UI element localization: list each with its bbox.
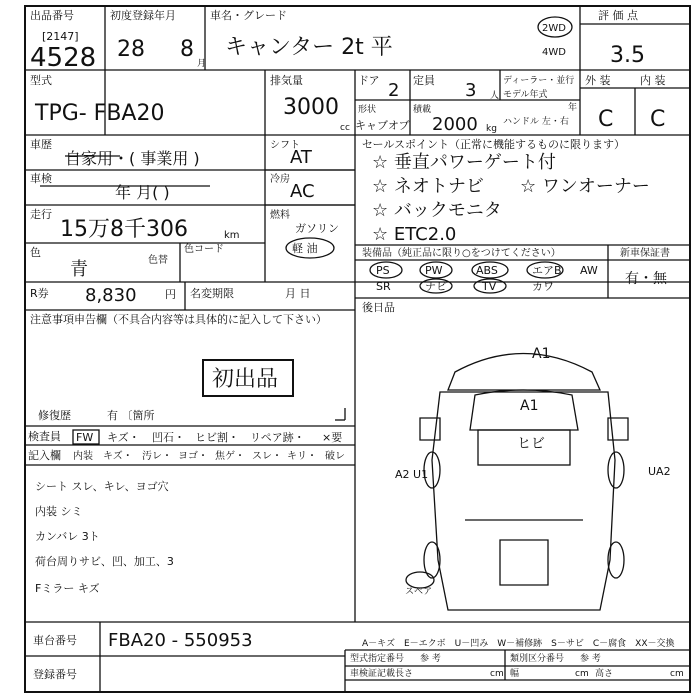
vehicle-diagram (406, 354, 628, 611)
payload-value: 2000 (432, 114, 478, 135)
equip-abs: ABS (476, 264, 498, 277)
name-grade-label: 車名・グレード (210, 9, 287, 22)
color-code-label: 色コード (184, 244, 224, 255)
sales-point-2: ☆ ネオトナビ (372, 176, 484, 197)
year-suffix: 年 (568, 103, 578, 113)
write-area-label: 記入欄 (28, 449, 61, 462)
sales-point-3: ☆ ワンオーナー (520, 176, 650, 197)
mark-front-a1: A1 (532, 346, 551, 362)
equip-sr: SR (376, 280, 391, 293)
door-value: 2 (388, 80, 400, 101)
front-bumper-outline (448, 354, 600, 391)
recycle-label: R券 (30, 287, 49, 300)
width-label: 幅 (510, 669, 520, 679)
interior-label: 内 装 (640, 74, 666, 87)
height-label: 高さ (595, 669, 614, 679)
equip-leather: カワ (532, 280, 554, 293)
insp-int-scratch: キズ・ (103, 451, 133, 462)
insp-interior: 内装 (73, 451, 93, 462)
insp-repair-trace: リペア跡・ (250, 431, 305, 444)
sales-point-4: ☆ バックモニタ (372, 200, 502, 221)
note-line-5: Fミラー キズ (35, 582, 100, 595)
door-label: ドア (358, 74, 380, 87)
first-listing-text: 初出品 (212, 367, 279, 392)
repair-history-label: 修復歴 (38, 409, 71, 422)
lot-number: 4528 (30, 43, 97, 73)
mark-right-ua2: UA2 (648, 465, 671, 478)
capacity-value: 3 (465, 80, 477, 101)
sales-points-title: セールスポイント（正常に機能するものに限ります） (362, 138, 626, 151)
history-value: 自家用・( 事業用 ) (65, 149, 200, 168)
length-unit: cm (490, 669, 504, 679)
mark-left-a2u1: A2 U1 (395, 468, 429, 481)
history-label: 車歴 (30, 138, 52, 151)
spare-label: スペア (405, 587, 433, 597)
mark-windshield-a1: A1 (520, 398, 539, 414)
drive-4wd: 4WD (542, 47, 566, 58)
note-line-4: 荷台周りサビ、凹、加工、3 (35, 555, 174, 568)
length-label: 長さ (395, 669, 414, 679)
exterior-grade: C (598, 107, 614, 132)
mark-crack: ヒビ (517, 436, 545, 452)
body-outline (432, 392, 615, 610)
chassis-label: 車台番号 (33, 634, 77, 647)
after-items-label: 後日品 (362, 301, 395, 314)
equipment-title: 装備品（純正品に限り○をつけてください） (362, 248, 561, 259)
spare-tire (406, 572, 434, 588)
insp-scratch: キズ・ (107, 431, 140, 444)
capacity-label: 定員 (413, 74, 435, 87)
first-registration-label: 初度登録年月 (110, 9, 176, 22)
insp-rub: スレ・ (252, 451, 282, 462)
ac-value: AC (290, 181, 315, 202)
note-line-3: カンバレ 3ト (35, 530, 100, 543)
cc-unit: cc (340, 123, 350, 133)
fuel-gasoline: ガソリン (295, 222, 339, 235)
inspection-value: 年 月( ) (115, 183, 170, 202)
payload-label: 積載 (413, 105, 432, 115)
interior-grade: C (650, 107, 666, 132)
fuel-diesel: 軽 油 (292, 242, 318, 255)
name-change-value: 月 日 (285, 287, 311, 300)
type-designation-ref: 参 考 (420, 654, 441, 664)
model-year-label: モデル年式 (503, 90, 548, 100)
equipment-row-2 (376, 279, 554, 293)
lot-code: [2147] (42, 30, 79, 43)
width-unit: cm (575, 669, 589, 679)
shape-label: 形状 (358, 105, 377, 115)
warranty-label: 新車保証書 (620, 248, 670, 259)
insp-needs: ×要 (322, 431, 343, 444)
sales-point-5: ☆ ETC2.0 (372, 224, 457, 245)
repair-history-value: 有 〔箇所 (107, 409, 155, 422)
equip-pw: PW (425, 264, 443, 277)
caution-label: 注意事項申告欄（不具合内容等は具体的に記入して下さい） (30, 313, 327, 326)
shift-label: シフト (270, 140, 300, 151)
color-change-label: 色替 (148, 255, 168, 266)
type-designation-label: 型式指定番号 (350, 654, 405, 664)
insp-chip: 凹石・ (152, 431, 185, 444)
color-label: 色 (30, 246, 41, 259)
name-change-label: 名変期限 (190, 287, 234, 300)
equip-tv: TV (482, 280, 497, 293)
insp-tear: 破レ (325, 451, 345, 462)
insp-burn: 焦ゲ・ (215, 451, 245, 462)
warranty-value: 有・無 (625, 271, 667, 287)
inspector-label: 検査員 (28, 430, 61, 443)
insp-dirt: ヨゴ・ (178, 451, 208, 462)
capacity-unit: 人 (490, 91, 500, 101)
displacement-value: 3000 (283, 95, 339, 120)
inspector-notes (35, 479, 174, 595)
model-label: 型式 (30, 74, 52, 87)
model-value: TPG- FBA20 (35, 101, 165, 126)
insp-fw: FW (76, 431, 94, 444)
class-number-label: 類別区分番号 (510, 654, 565, 664)
sales-point-1: ☆ 垂直パワーゲート付 (372, 152, 556, 173)
insp-cut: キリ・ (287, 451, 317, 462)
shape-value: キャブオブ (355, 119, 410, 132)
front-right-wheel (608, 452, 624, 488)
chassis-value: FBA20 - 550953 (108, 630, 253, 651)
drive-2wd: 2WD (542, 23, 566, 34)
kg-unit: kg (486, 124, 497, 134)
registration-month: 8 (180, 37, 194, 62)
height-unit: cm (670, 669, 684, 679)
certificate-label: 車検証記載 (350, 669, 396, 679)
rating-label: 評 価 点 (598, 9, 638, 22)
recycle-value: 8,830 (85, 285, 137, 306)
car-name: キャンター 2t 平 (225, 35, 393, 60)
recycle-unit: 円 (165, 288, 176, 301)
handle-label: ハンドル 左・右 (503, 117, 569, 127)
equip-ps: PS (376, 264, 390, 277)
inspector-row-2 (73, 449, 345, 462)
inspection-label: 車検 (30, 172, 52, 185)
insp-crack: ヒビ割・ (195, 431, 239, 444)
km-unit: km (224, 230, 240, 241)
equip-airbag: エアB (532, 264, 562, 277)
exterior-label: 外 装 (585, 74, 611, 87)
equip-aw: AW (580, 264, 598, 277)
note-line-1: シート スレ、キレ、ヨゴ穴 (35, 480, 169, 493)
mileage-value: 15万8千306 (60, 217, 188, 242)
color-value: 青 (70, 259, 88, 280)
note-line-2: 内装 シミ (35, 505, 83, 518)
damage-legend: A－キズ E－エクボ U－凹み W－補修跡 S－サビ C－腐食 XX－交換 (362, 639, 675, 649)
lot-number-label: 出品番号 (30, 9, 74, 22)
equipment-row-1 (370, 262, 598, 278)
class-number-ref: 参 考 (580, 654, 601, 664)
month-unit: 月 (197, 59, 207, 69)
ac-label: 冷房 (270, 174, 290, 185)
insp-stain: 汚レ・ (142, 451, 172, 462)
equip-navi: ナビ (425, 280, 447, 293)
fuel-label: 燃料 (270, 210, 290, 221)
dealer-label: ディーラー・並行 (503, 76, 575, 86)
registration-label: 登録番号 (33, 668, 77, 681)
inspector-row-1 (73, 430, 342, 444)
rear-cabin-outline (500, 540, 548, 585)
registration-year: 28 (117, 37, 145, 62)
rating-value: 3.5 (610, 43, 645, 68)
displacement-label: 排気量 (270, 74, 303, 87)
mileage-label: 走行 (30, 208, 52, 221)
shift-value: AT (290, 147, 312, 168)
